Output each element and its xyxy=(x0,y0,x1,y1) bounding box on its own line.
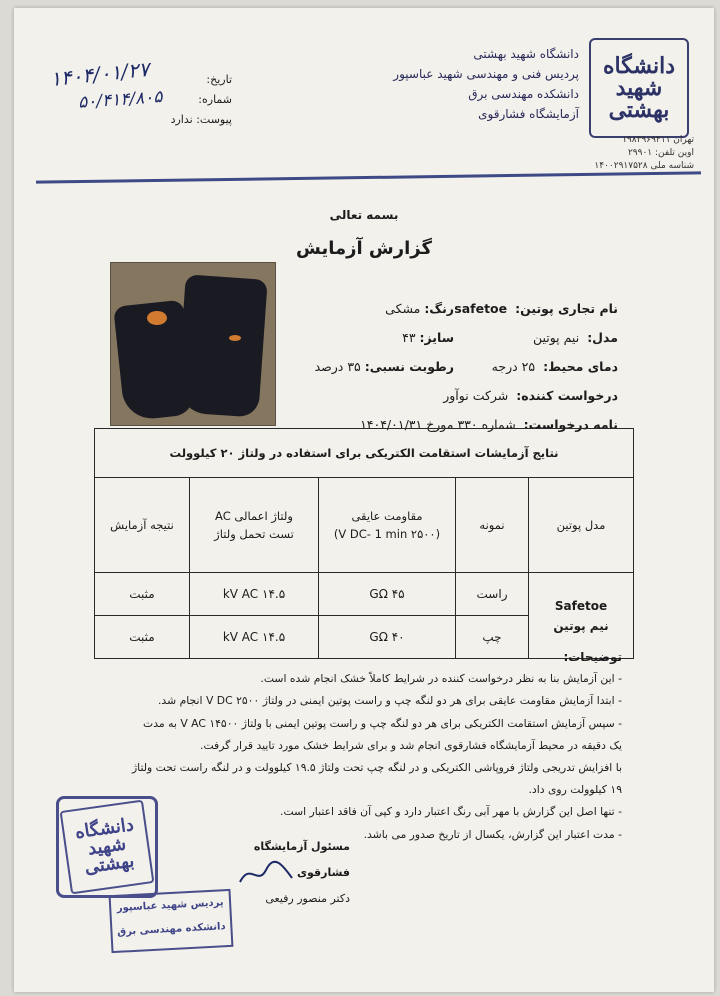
university-header xyxy=(279,44,579,124)
color-label: رنگ: xyxy=(424,301,454,316)
basmala: بسمه تعالی xyxy=(329,208,399,222)
requester-value: شرکت نوآور xyxy=(443,388,509,403)
model-cell-line2: نیم پوتین xyxy=(553,618,609,633)
note-line: یک دقیقه در محیط آزمایشگاه فشارقوی انجام شد و برای شرایط خشک مورد تایید قرار گرفت. xyxy=(200,738,622,752)
right-boot-shape xyxy=(176,274,267,417)
header-line-lab: آزمایشگاه فشارقوی xyxy=(478,107,579,121)
attachment-value: ندارد xyxy=(170,113,193,126)
report-page xyxy=(14,8,714,992)
signature-role: مسئول آزمایشگاه فشارقوی xyxy=(253,840,350,879)
note-line: ۱۹ کیلوولت روی داد. xyxy=(528,783,622,797)
boot-photo xyxy=(110,262,276,426)
letter-value: شماره ۳۳۰ مورخ ۱۴۰۴/۰۱/۳۱ xyxy=(360,417,516,432)
header-sample: نمونه xyxy=(456,478,529,573)
size-value: ۴۳ xyxy=(402,330,416,345)
sample-cell: راست xyxy=(456,573,529,616)
resistance-cell: ۴۰ GΩ xyxy=(319,616,456,659)
header-divider xyxy=(36,171,701,183)
temp-label: دمای محیط: xyxy=(543,359,618,374)
voltage-cell: ۱۴.۵ kV AC xyxy=(190,616,319,659)
voltage-cell: ۱۴.۵ kV AC xyxy=(190,573,319,616)
model-cell-line1: Safetoe xyxy=(554,598,608,613)
handwritten-signature xyxy=(236,856,296,892)
color-value: مشکی xyxy=(385,301,421,316)
model-label: مدل: xyxy=(587,330,618,345)
boot-label-tag xyxy=(229,335,241,341)
stamp-rect-line1: پردیس شهید عباسپور xyxy=(116,897,224,914)
number-label: شماره: xyxy=(198,93,232,106)
signature-name: دکتر منصور رفیعی xyxy=(265,892,350,905)
note-line: - ابتدا آزمایش مقاومت عایقی برای هر دو لنگه چپ و راست پوتین ایمنی در ولتاژ ۲۵۰۰ V DC انجام شد. xyxy=(158,694,622,708)
model-value: نیم پوتین xyxy=(532,330,580,345)
contact-line-3: شناسه ملی ۱۴۰۰۲۹۱۷۵۲۸ xyxy=(594,161,694,171)
contact-line-2: اوین تلفن: ۲۹۹۰۱ xyxy=(627,148,694,158)
header-resistance-line1: مقاومت عایقی xyxy=(351,509,423,523)
header-line-campus: پردیس فنی و مهندسی شهید عباسپور xyxy=(393,67,579,81)
result-cell: مثبت xyxy=(95,573,190,616)
brand-label: نام تجاری پوتین: xyxy=(515,301,618,316)
attachment-label: پیوست: xyxy=(196,113,232,126)
results-table xyxy=(94,428,634,659)
humidity-value: ۳۵ درصد xyxy=(314,359,361,374)
boot-label-tag xyxy=(147,311,167,325)
date-label: تاریخ: xyxy=(206,73,232,86)
lab-stamp-logo xyxy=(56,796,158,898)
header-voltage xyxy=(190,478,319,573)
header-line-university: دانشگاه شهید بهشتی xyxy=(473,47,579,61)
stamp-logo-text: دانشگاه شهید بهشتی xyxy=(60,800,155,895)
resistance-cell: ۴۵ GΩ xyxy=(319,573,456,616)
handwritten-number: ۵۰/۴۱۴/۸۰۵ xyxy=(77,87,164,113)
requester-label: درخواست کننده: xyxy=(516,388,618,403)
header-result: نتیجه آزمایش xyxy=(95,478,190,573)
contact-line-1: تهران ۱۹۸۳۹۶۹۴۱۱ xyxy=(622,135,694,145)
lab-stamp-rect xyxy=(109,889,234,953)
header-voltage-line1: ولتاژ اعمالی AC xyxy=(215,509,293,523)
handwritten-date: ۱۴۰۴/۰۱/۲۷ xyxy=(49,56,151,92)
header-voltage-line2: تست تحمل ولتاژ xyxy=(214,527,294,541)
note-line: - این آزمایش بنا به نظر درخواست کننده در شرایط کاملاً خشک انجام شده است. xyxy=(260,672,622,686)
note-line: - سپس آزمایش استقامت الکتریکی برای هر دو لنگه چپ و راست پوتین ایمنی با ولتاژ ۱۴۵۰۰ V AC به مدت xyxy=(143,716,622,730)
size-label: سایز: xyxy=(419,330,454,345)
note-line: - تنها اصل این گزارش با مهر آبی رنگ اعتبار دارد و کپی آن فاقد اعتبار است. xyxy=(280,805,622,819)
sample-cell: چپ xyxy=(456,616,529,659)
notes-heading: توضیحات: xyxy=(563,650,622,664)
table-caption: نتایج آزمایشات استقامت الکتریکی برای استفاده در ولتاژ ۲۰ کیلوولت xyxy=(95,429,634,478)
brand-value: safetoe xyxy=(454,301,508,316)
university-logo xyxy=(589,38,689,138)
header-resistance-line2: (۲۵۰۰ V DC- 1 min) xyxy=(333,527,441,541)
letter-label: نامه درخواست: xyxy=(523,417,618,432)
page-title: گزارش آزمایش xyxy=(296,238,432,259)
product-info-secondary xyxy=(264,294,454,381)
table-row xyxy=(95,573,634,616)
humidity-label: رطوبت نسبی: xyxy=(364,359,454,374)
result-cell: مثبت xyxy=(95,616,190,659)
logo-text: دانشگاه شهید بهشتی xyxy=(602,53,676,123)
temp-value: ۲۵ درجه xyxy=(491,359,536,374)
stamp-rect-line2: دانشکده مهندسی برق xyxy=(116,921,226,938)
header-resistance xyxy=(319,478,456,573)
header-model: مدل پوتین xyxy=(529,478,634,573)
note-line: - مدت اعتبار این گزارش، یکسال از تاریخ صدور می باشد. xyxy=(363,827,622,841)
note-line: با افزایش تدریجی ولتاژ فروپاشی الکتریکی و در لنگه چپ تحت ولتاژ ۱۹.۵ کیلوولت و در لنگه راست تحت ولتاژ xyxy=(131,761,622,775)
contact-info xyxy=(554,134,694,173)
header-line-faculty: دانشکده مهندسی برق xyxy=(468,87,579,101)
